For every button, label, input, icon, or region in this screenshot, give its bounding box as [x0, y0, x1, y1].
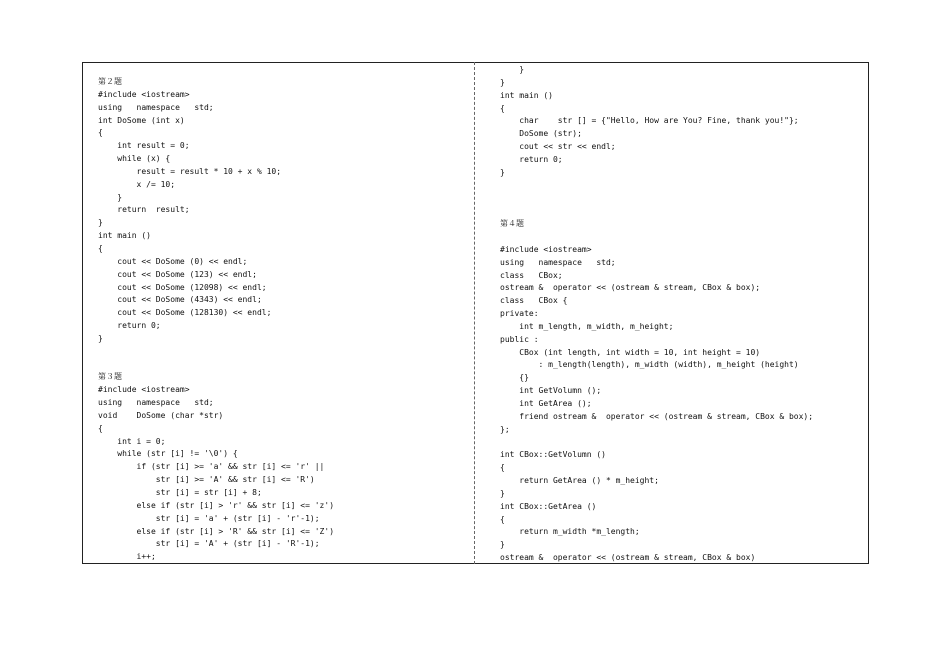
code-line: str [i] = str [i] + 8;: [98, 488, 262, 497]
right-code-column: [500, 64, 813, 565]
code-line: str [i] = 'a' + (str [i] - 'r'-1);: [98, 513, 320, 523]
code-line: cout << DoSome (128130) << endl;: [98, 308, 272, 318]
question-heading: 第３题: [98, 372, 122, 382]
code-line: }: [500, 540, 505, 550]
code-line: ostream & operator << (ostream & stream, CBox & box);: [500, 283, 761, 293]
code-line: int GetVolumn ();: [500, 386, 602, 396]
code-line: while (str [i] != '\0') {: [98, 449, 238, 459]
code-line: cout << DoSome (0) << endl;: [98, 256, 248, 266]
code-line: int DoSome (int x): [98, 115, 185, 125]
code-line: using namespace std;: [98, 102, 214, 112]
code-line: {: [500, 463, 505, 473]
code-line: int i = 0;: [98, 436, 166, 446]
code-line: #include <iostream>: [98, 89, 190, 99]
question-heading: 第２题: [98, 77, 122, 86]
code-line: : m_length(length), m_width (width), m_height (height): [500, 360, 799, 370]
code-line: int GetArea ();: [500, 398, 592, 408]
code-line: return result;: [98, 205, 190, 215]
code-line: return m_width *m_length;: [500, 527, 640, 537]
code-line: cout << DoSome (123) << endl;: [98, 269, 257, 279]
code-line: }: [98, 192, 123, 202]
column-divider: [474, 62, 475, 564]
code-line: [500, 180, 813, 193]
code-line: DoSome (str);: [500, 129, 582, 139]
code-line: int CBox::GetVolumn (): [500, 450, 606, 460]
code-line: return 0;: [98, 321, 161, 331]
code-line: i++;: [98, 552, 156, 562]
code-line: };: [500, 424, 510, 434]
code-line: cout << str << endl;: [500, 142, 616, 152]
code-line: result = result * 10 + x % 10;: [98, 166, 282, 176]
code-line: }: [500, 65, 525, 74]
code-line: }: [500, 167, 505, 177]
code-line: char str [] = {"Hello, How are You? Fine, thank you!"};: [500, 116, 799, 126]
code-line: }: [500, 77, 505, 87]
code-line: [98, 359, 334, 372]
code-line: {: [500, 103, 505, 113]
code-line: return 0;: [500, 154, 563, 164]
code-line: int main (): [98, 231, 151, 241]
code-line: }: [98, 218, 103, 228]
code-line: friend ostream & operator << (ostream & stream, CBox & box);: [500, 411, 814, 421]
left-code-column: [98, 76, 334, 564]
code-line: str [i] >= 'A' && str [i] <= 'R'): [98, 475, 315, 485]
code-line: }: [98, 333, 103, 343]
code-line: }: [500, 488, 505, 498]
code-line: class CBox {: [500, 296, 568, 306]
code-line: {: [98, 243, 103, 253]
code-line: while (x) {: [98, 154, 171, 164]
code-line: cout << DoSome (12098) << endl;: [98, 282, 267, 292]
code-line: #include <iostream>: [98, 385, 190, 395]
code-line: void DoSome (char *str): [98, 410, 224, 420]
code-line: else if (str [i] > 'r' && str [i] <= 'z'): [98, 500, 335, 510]
code-line: {: [98, 128, 103, 138]
code-line: int result = 0;: [98, 141, 190, 151]
code-line: str [i] = 'A' + (str [i] - 'R'-1);: [98, 539, 320, 549]
code-line: if (str [i] >= 'a' && str [i] <= 'r' ||: [98, 462, 325, 472]
code-line: using namespace std;: [500, 257, 616, 267]
code-line: [98, 346, 334, 359]
code-line: else if (str [i] > 'R' && str [i] <= 'Z'): [98, 526, 335, 536]
code-line: [500, 192, 813, 205]
code-line: cout << DoSome (4343) << endl;: [98, 295, 262, 305]
code-line: int CBox::GetArea (): [500, 501, 597, 511]
code-line: int main (): [500, 90, 553, 100]
code-line: CBox (int length, int width = 10, int height = 10): [500, 347, 761, 357]
code-line: public :: [500, 334, 539, 344]
code-line: x /= 10;: [98, 179, 176, 189]
code-line: [500, 231, 813, 244]
code-line: return GetArea () * m_height;: [500, 476, 659, 485]
code-line: class CBox;: [500, 270, 563, 280]
question-heading: 第４题: [500, 219, 524, 229]
code-line: ostream & operator << (ostream & stream, CBox & box): [500, 553, 756, 563]
code-line: [500, 436, 813, 449]
code-line: [500, 205, 813, 218]
code-line: int m_length, m_width, m_height;: [500, 321, 674, 331]
code-line: {: [98, 423, 103, 433]
code-line: private:: [500, 309, 539, 319]
code-line: using namespace std;: [98, 398, 214, 408]
code-line: {}: [500, 373, 529, 383]
code-line: #include <iostream>: [500, 244, 592, 254]
code-line: {: [500, 514, 505, 524]
